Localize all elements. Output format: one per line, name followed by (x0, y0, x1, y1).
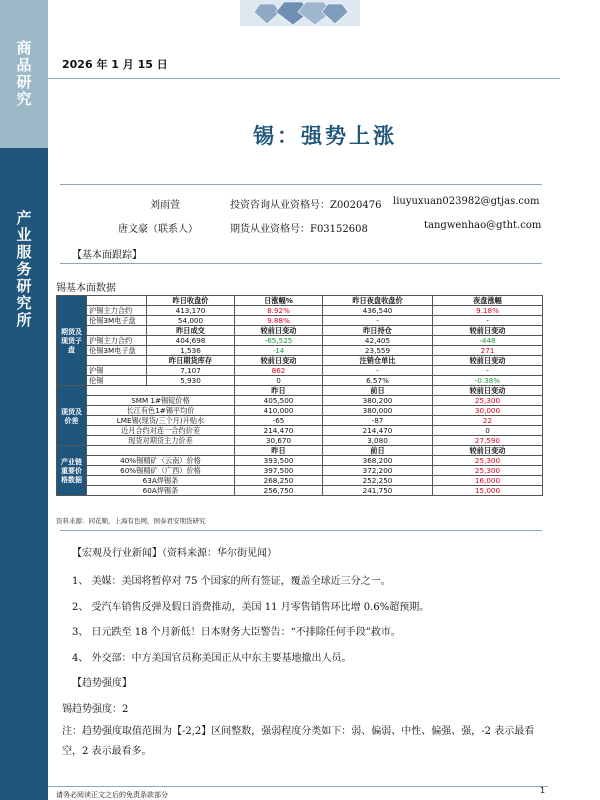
page-title: 锡：强势上涨 (253, 123, 397, 148)
table-cell: 42,405 (323, 336, 433, 346)
table-cell: 25,300 (433, 396, 543, 406)
table-cell: 436,540 (323, 306, 433, 316)
table-header-row (57, 446, 543, 456)
table-cell: 昨日持仓 (323, 326, 433, 336)
sidebar-top-label: 商品研究 (14, 40, 33, 108)
table-cell: - (433, 366, 543, 376)
table-cell: 9.88% (235, 316, 323, 326)
table-cell (87, 446, 235, 456)
table-cell: 1,536 (147, 346, 235, 356)
table-source: 资料来源：同花顺，上海有色网，国泰君安期货研究 (56, 517, 206, 525)
table-title: 锡基本面数据 (56, 283, 116, 294)
table-cell: - (323, 316, 433, 326)
table-cell: 昨日成交 (147, 326, 235, 336)
table-cell: - (433, 316, 543, 326)
author-cert: 期货从业资格号：F03152608 (230, 224, 368, 235)
table-cell (87, 296, 147, 306)
table-cell: 25,300 (433, 466, 543, 476)
table-header-row (57, 296, 543, 306)
table-cell: 410,000 (235, 406, 323, 416)
table-cell: 372,200 (323, 466, 433, 476)
section-macro: 【宏观及行业新闻】（资料来源：华尔街见闻） (72, 548, 277, 559)
table-cell: 沪锡主力合约 (87, 306, 147, 316)
table-cell: 0 (433, 426, 543, 436)
table-cell: -65,525 (235, 336, 323, 346)
table-cell: 沪锡 (87, 366, 147, 376)
trend-note: 注：趋势强度取值范围为【-2,2】区间整数，强弱程度分类如下：弱、偏弱、中性、偏强、强，-2 表示最看空，2 表示最看多。 (62, 726, 535, 757)
table-cell: 862 (235, 366, 323, 376)
table-cell: 8.92% (235, 306, 323, 316)
table-cell: 40%锡精矿（云南）价格 (87, 456, 235, 466)
table-cell: 昨日期货库存 (147, 356, 235, 366)
table-row (57, 306, 543, 316)
table-cell: 昨日 (235, 446, 323, 456)
table-cell: 405,500 (235, 396, 323, 406)
trend-value: 锡趋势强度：2 (62, 704, 129, 715)
table-cell: 214,470 (235, 426, 323, 436)
table-cell: 0 (235, 376, 323, 386)
fundamentals-table (56, 295, 543, 496)
table-cell: 27,590 (433, 436, 543, 446)
table-cell: -87 (323, 416, 433, 426)
table-header-row (57, 326, 543, 336)
table-row (57, 396, 543, 406)
table-cell: -14 (235, 346, 323, 356)
table-row (57, 416, 543, 426)
table-row (57, 476, 543, 486)
table-cell: SMM 1#锡锭价格 (87, 396, 235, 406)
table-cell: 7,107 (147, 366, 235, 376)
table-header-row (57, 356, 543, 366)
report-date: 2026 年 1 月 15 日 (62, 58, 168, 71)
table-cell: 较前日变动 (433, 326, 543, 336)
table-cell: 日涨幅% (235, 296, 323, 306)
table-cell: 9.18% (433, 306, 543, 316)
table-row (57, 436, 543, 446)
author-email[interactable]: liuyuxuan023982@gtjas.com (393, 196, 540, 207)
table-cell: 256,750 (235, 486, 323, 496)
table-cell: 60%锡精矿（广西）价格 (87, 466, 235, 476)
source-divider (60, 530, 542, 531)
table-row (57, 466, 543, 476)
author-name: 唐文豪（联系人） (118, 224, 198, 235)
table-cell: - (323, 366, 433, 376)
table-cell: 现货对期货主力价差 (87, 436, 235, 446)
section-fundamentals: 【基本面跟踪】 (72, 250, 142, 261)
table-cell: 393,500 (235, 456, 323, 466)
table-cell: 404,698 (147, 336, 235, 346)
table-category: 现货及价差 (57, 386, 87, 446)
table-cell: 3,080 (323, 436, 433, 446)
table-cell: 54,000 (147, 316, 235, 326)
table-row (57, 376, 543, 386)
news-item: 1、 美媒：美国将暂停对 75 个国家的所有签证，覆盖全球近三分之一。 (72, 576, 391, 587)
table-row (57, 336, 543, 346)
table-cell: 23,559 (323, 346, 433, 356)
table-cell: 368,200 (323, 456, 433, 466)
table-cell: 268,250 (235, 476, 323, 486)
table-cell: 63A焊锡条 (87, 476, 235, 486)
table-cell: 380,200 (323, 396, 433, 406)
table-cell: 15,000 (433, 486, 543, 496)
table-row (57, 456, 543, 466)
table-row (57, 486, 543, 496)
page-number: 1 (540, 786, 546, 795)
table-category: 期货及现货子盘 (57, 296, 87, 386)
table-cell: 30,000 (433, 406, 543, 416)
table-cell: 夜盘涨幅 (433, 296, 543, 306)
table-cell: 较前日变动 (235, 326, 323, 336)
table-cell: 前日 (323, 446, 433, 456)
table-cell: -448 (433, 336, 543, 346)
table-row (57, 316, 543, 326)
news-item: 4、 外交部：中方美国官员称美国正从中东主要基地撤出人员。 (72, 653, 352, 664)
footer-divider (48, 786, 548, 787)
table-cell: 伦锡 (87, 376, 147, 386)
table-cell (87, 356, 147, 366)
table-row (57, 366, 543, 376)
table-cell: 较前日变动 (433, 386, 543, 396)
table-cell: 前日 (323, 386, 433, 396)
table-cell: -0.38% (433, 376, 543, 386)
table-cell: 较前日变动 (235, 356, 323, 366)
table-cell: 30,670 (235, 436, 323, 446)
diamond-logo-icon (240, 0, 360, 26)
table-cell (87, 326, 147, 336)
table-cell: 413,170 (147, 306, 235, 316)
author-name: 刘雨萱 (150, 200, 180, 211)
news-item: 2、 受汽车销售反弹及假日消费推动，美国 11 月零售销售环比增 0.6%超预期。 (72, 602, 430, 613)
table-cell: 241,750 (323, 486, 433, 496)
table-cell: 较前日变动 (433, 446, 543, 456)
table-cell: 6.57% (323, 376, 433, 386)
table-cell: LME锡(现货/三个月)升贴水 (87, 416, 235, 426)
sidebar-bottom-label: 产业服务研究所 (14, 210, 33, 329)
table-cell: 注销仓单比 (323, 356, 433, 366)
table-cell: 长江有色1#锡平均价 (87, 406, 235, 416)
section-divider (60, 263, 542, 264)
table-cell: 较前日变动 (433, 356, 543, 366)
table-cell (87, 386, 235, 396)
news-item: 3、 日元跌至 18 个月新低！日本财务大臣警告：“不排除任何手段”救市。 (72, 627, 401, 638)
table-cell: 60A焊锡条 (87, 486, 235, 496)
table-cell: 271 (433, 346, 543, 356)
table-cell: 16,000 (433, 476, 543, 486)
table-cell: 25,300 (433, 456, 543, 466)
table-cell: 昨日 (235, 386, 323, 396)
table-cell: 近月合约对连一合约价差 (87, 426, 235, 436)
table-header-row (57, 386, 543, 396)
table-cell: 22 (433, 416, 543, 426)
footer-disclaimer: 请务必阅读正文之后的免责条款部分 (56, 791, 168, 799)
table-cell: 380,000 (323, 406, 433, 416)
table-cell: 252,250 (323, 476, 433, 486)
table-cell: 214,470 (323, 426, 433, 436)
table-cell: 昨日夜盘收盘价 (323, 296, 433, 306)
table-cell: 伦锡3M电子盘 (87, 316, 147, 326)
author-cert: 投资咨询从业资格号：Z0020476 (230, 200, 382, 211)
table-cell: 5,930 (147, 376, 235, 386)
table-cell: 昨日收盘价 (147, 296, 235, 306)
title-divider (60, 184, 542, 185)
author-email[interactable]: tangwenhao@gtht.com (424, 220, 542, 231)
table-row (57, 346, 543, 356)
table-cell: 沪锡主力合约 (87, 336, 147, 346)
table-cell: 伦锡3M电子盘 (87, 346, 147, 356)
header-divider (48, 78, 560, 79)
table-category: 产业链重要价格数据 (57, 446, 87, 496)
table-cell: 397,500 (235, 466, 323, 476)
table-row (57, 406, 543, 416)
section-trend: 【趋势强度】 (72, 678, 132, 689)
table-row (57, 426, 543, 436)
table-cell: -65 (235, 416, 323, 426)
